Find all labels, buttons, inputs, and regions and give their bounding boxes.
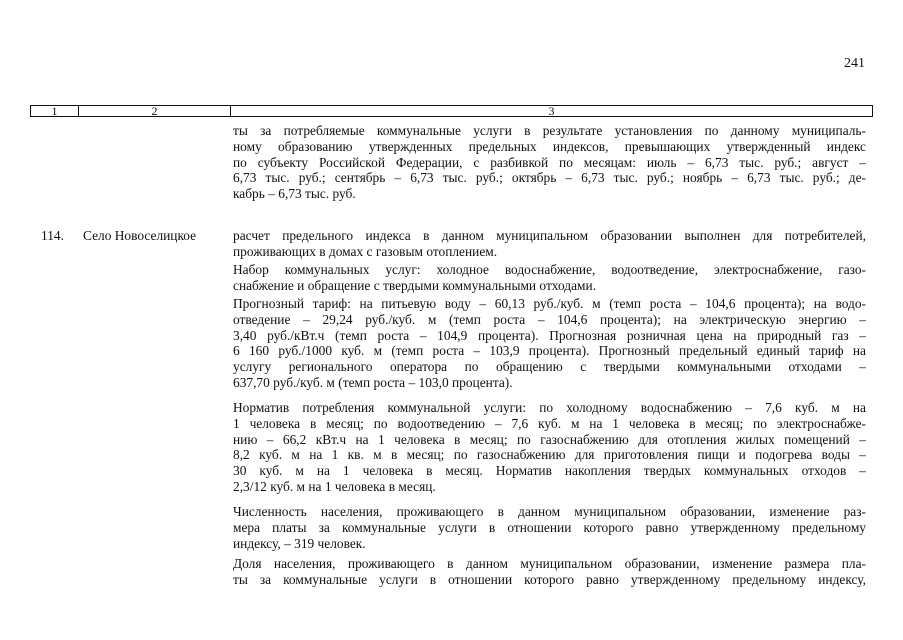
text-line: 1 человека в месяц; по водоотведению – 7,6 куб. м на 1 человека в месяц; по электроснабже- — [233, 415, 866, 431]
entry-number: 114. — [41, 228, 64, 243]
text-line: нию – 66,2 кВт.ч на 1 человека в месяц; по газоснабжению для отопления жилых помещений – — [233, 431, 866, 447]
text-line: 3,40 руб./кВт.ч (темп роста – 104,9 процента). Прогнозная розничная цена на природный газ – — [233, 327, 866, 343]
text-line: Доля населения, проживающего в данном муниципальном образовании, изменение размера пла- — [233, 556, 866, 571]
text-line: Набор коммунальных услуг: холодное водоснабжение, водоотведение, электроснабжение, газо- — [233, 262, 866, 277]
text-line: кабрь – 6,73 тыс. руб. — [233, 186, 356, 202]
text-line: 8,2 куб. м на 1 кв. м в месяц; по газоснабжению для приготовления пищи и подогрева воды – — [233, 447, 866, 463]
text-line: проживающих в домах с газовым отоплением. — [233, 243, 498, 259]
header-col-1: 1 — [31, 106, 79, 116]
text-line: по субъекту Российской Федерации, с разбивкой по месяцам: июль – 6,73 тыс. руб.; август – — [233, 154, 866, 170]
text-line: ному образованию утвержденных предельных индексов, превышающих утвержденный индекс — [233, 138, 866, 154]
text-line: Прогнозный тариф: на питьевую воду – 60,13 руб./куб. м (темп роста – 104,6 процента); на водо- — [233, 296, 866, 311]
text-line: мера платы за коммунальные услуги в отношении которого равно утвержденному предельному — [233, 519, 866, 535]
entry-paragraph-6 — [233, 556, 866, 588]
entry-paragraph-1 — [233, 228, 866, 260]
text-line: 2,3/12 куб. м на 1 человека в месяц. — [233, 478, 436, 494]
text-line: Численность населения, проживающего в данном муниципальном образовании, изменение раз- — [233, 504, 866, 519]
continuation-paragraph — [233, 123, 866, 202]
header-col-3: 3 — [548, 104, 555, 118]
text-line: отведение – 29,24 руб./куб. м (темп роста – 104,6 процента); на электрическую энергию – — [233, 311, 866, 327]
table-header — [30, 105, 873, 117]
entry-paragraph-3 — [233, 296, 866, 391]
text-line: Норматив потребления коммунальной услуги: по холодному водоснабжению – 7,6 куб. м на — [233, 400, 866, 415]
text-line: услугу регионального оператора по обращению с твердыми коммунальными отходами – — [233, 359, 866, 375]
page-number: 241 — [844, 56, 865, 71]
text-line: 30 куб. м на 1 человека в месяц. Норматив накопления твердых коммунальных отходов – — [233, 463, 866, 479]
text-line: 6 160 руб./1000 куб. м (темп роста – 103,9 процента). Прогнозный предельный единый тариф на — [233, 343, 866, 359]
text-line: расчет предельного индекса в данном муниципальном образовании выполнен для потребителей, — [233, 228, 866, 243]
entry-name: Село Новоселицкое — [83, 228, 197, 243]
header-col-2: 2 — [79, 106, 231, 116]
entry-paragraph-4 — [233, 400, 866, 495]
entry-paragraph-2 — [233, 262, 866, 294]
text-line: ты за коммунальные услуги в отношении которого равно утвержденному предельному индексу, — [233, 571, 866, 587]
text-line: индексу, – 319 человек. — [233, 535, 366, 551]
text-line: 6,73 тыс. руб.; сентябрь – 6,73 тыс. руб.; октябрь – 6,73 тыс. руб.; ноябрь – 6,73 тыс. руб.; де- — [233, 170, 866, 186]
text-line: 637,70 руб./куб. м (темп роста – 103,0 процента). — [233, 374, 513, 390]
text-line: ты за потребляемые коммунальные услуги в результате установления по данному муниципаль- — [233, 123, 866, 138]
text-line: снабжение и обращение с твердыми коммунальными отходами. — [233, 277, 597, 293]
entry-paragraph-5 — [233, 504, 866, 551]
